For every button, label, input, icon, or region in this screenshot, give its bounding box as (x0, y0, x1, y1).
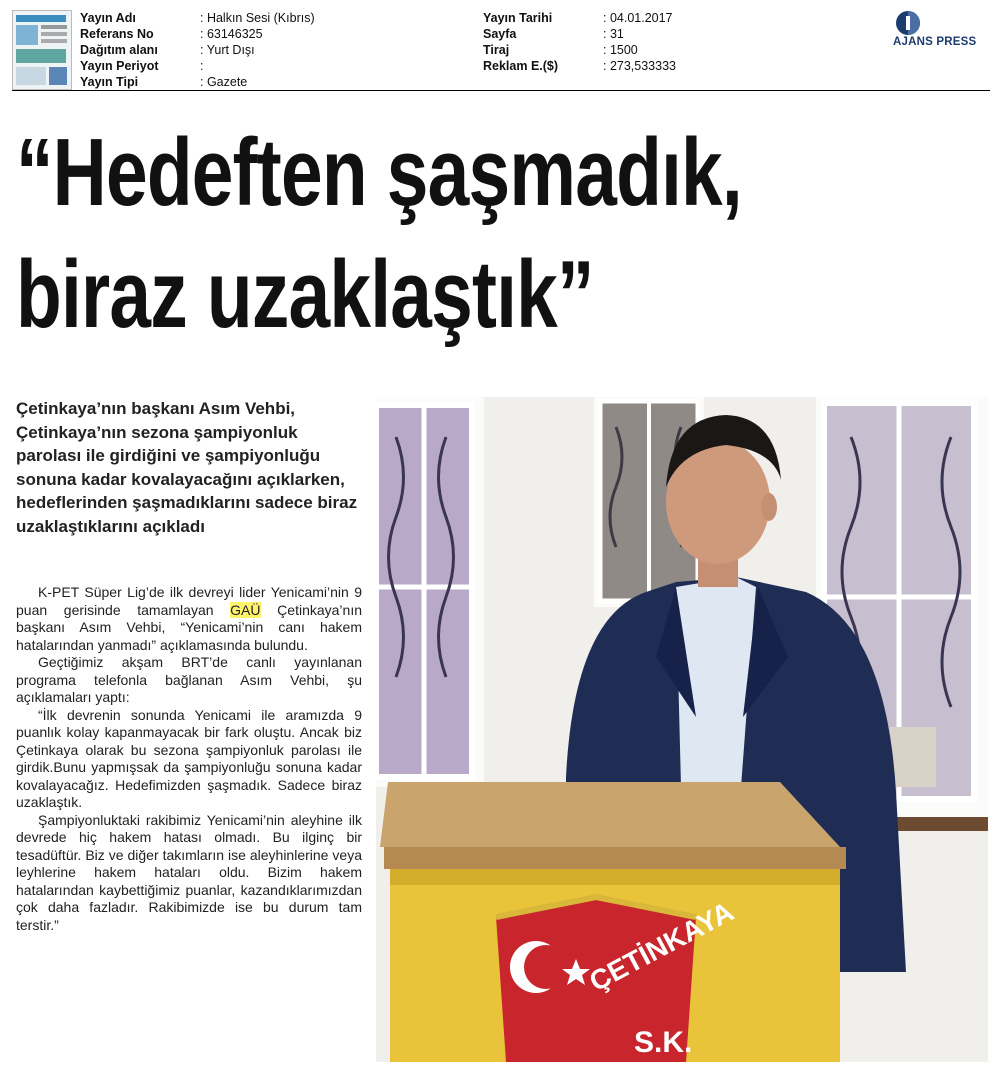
highlighted-term: GAÜ (230, 601, 261, 618)
ajans-press-logo-text: AJANS PRESS (893, 36, 977, 48)
meta-row-circulation: Tiraj : 1500 (483, 43, 638, 57)
publication-meta-left (80, 10, 460, 90)
meta-row-publication-name: Yayın Adı : Halkın Sesi (Kıbrıs) (80, 11, 315, 25)
speaker-at-podium-illustration (376, 397, 988, 1062)
meta-row-period: Yayın Periyot : (80, 59, 204, 73)
meta-row-type: Yayın Tipi : Gazete (80, 75, 248, 89)
body-paragraph: K-PET Süper Lig’de ilk devreyi lider Yenicami’nin 9 puan gerisinde tamamlayan GAÜ Çetinkaya’nın başkanı Asım Vehbi, “Yenicami’nin canı hakem hatalarından yanmadı” açıklamasında bulundu. (16, 584, 362, 653)
article-headline (16, 112, 991, 356)
club-badge-subtext: S.K. (634, 1026, 693, 1059)
publication-meta-right (483, 10, 783, 74)
clipping-header (0, 0, 1000, 92)
meta-row-date: Yayın Tarihi : 04.01.2017 (483, 11, 673, 25)
meta-row-distribution: Dağıtım alanı : Yurt Dışı (80, 43, 255, 57)
meta-row-page: Sayfa : 31 (483, 27, 624, 41)
article-lead: Çetinkaya’nın başkanı Asım Vehbi, Çetinkaya’nın sezona şampiyonluk parolası ile girdiğini ve şampiyonluğu sonuna kadar kovalayacağını açıklarken, hedeflerinden şaşmadıklarını sadece biraz uzaklaştıklarını açıkladı (16, 399, 358, 536)
article-body (16, 584, 362, 934)
body-paragraph: “İlk devrenin sonunda Yenicami ile aramızda 9 puanlık kolay kapanmayacak bir fark oluştu. Ancak biz Çetinkaya olarak bu sezona şampiyonluk parolası ile girdik.Bunu yapmışsak da şampiyonluğu sonuna kadar kovalayacağız. Hedefimizden şaşmadık. Sadece biraz uzaklaştık. (16, 706, 362, 810)
ajans-press-logo-icon (895, 10, 921, 36)
window-left (376, 397, 484, 787)
body-paragraph: Şampiyonluktaki rakibimiz Yenicami’nin aleyhine ilk devrede hiç hakem hatası olmadı. Bu ilginç bir tesadüftür. Biz ve diğer takımların ise aleyhinlerine veya leyhlerine hakem hataları oldu. Bizim hakem hatalarından kaybettiğimiz puanlar, kazandıklarımızdan çok daha fazladır. Rakibimizde ise bu durum tam terstir.” (16, 811, 362, 933)
ajans-press-logo (893, 10, 993, 52)
club-badge-text: ÇETİNKAYA (584, 895, 739, 998)
header-divider (12, 90, 990, 91)
podium (380, 782, 846, 1062)
headline-line-2: biraz uzaklaştık” (16, 241, 594, 348)
meta-row-ad-value: Reklam E.($) : 273,533333 (483, 59, 676, 73)
meta-row-reference-no: Referans No : 63146325 (80, 27, 263, 41)
article-photo (376, 397, 988, 1062)
headline-line-1: “Hedeften şaşmadık, (16, 119, 742, 226)
body-paragraph: Geçtiğimiz akşam BRT’de canlı yayınlanan programa telefonla bağlanan Asım Vehbi, şu açıklamaları yaptı: (16, 654, 362, 705)
page-thumbnail[interactable] (12, 10, 72, 90)
